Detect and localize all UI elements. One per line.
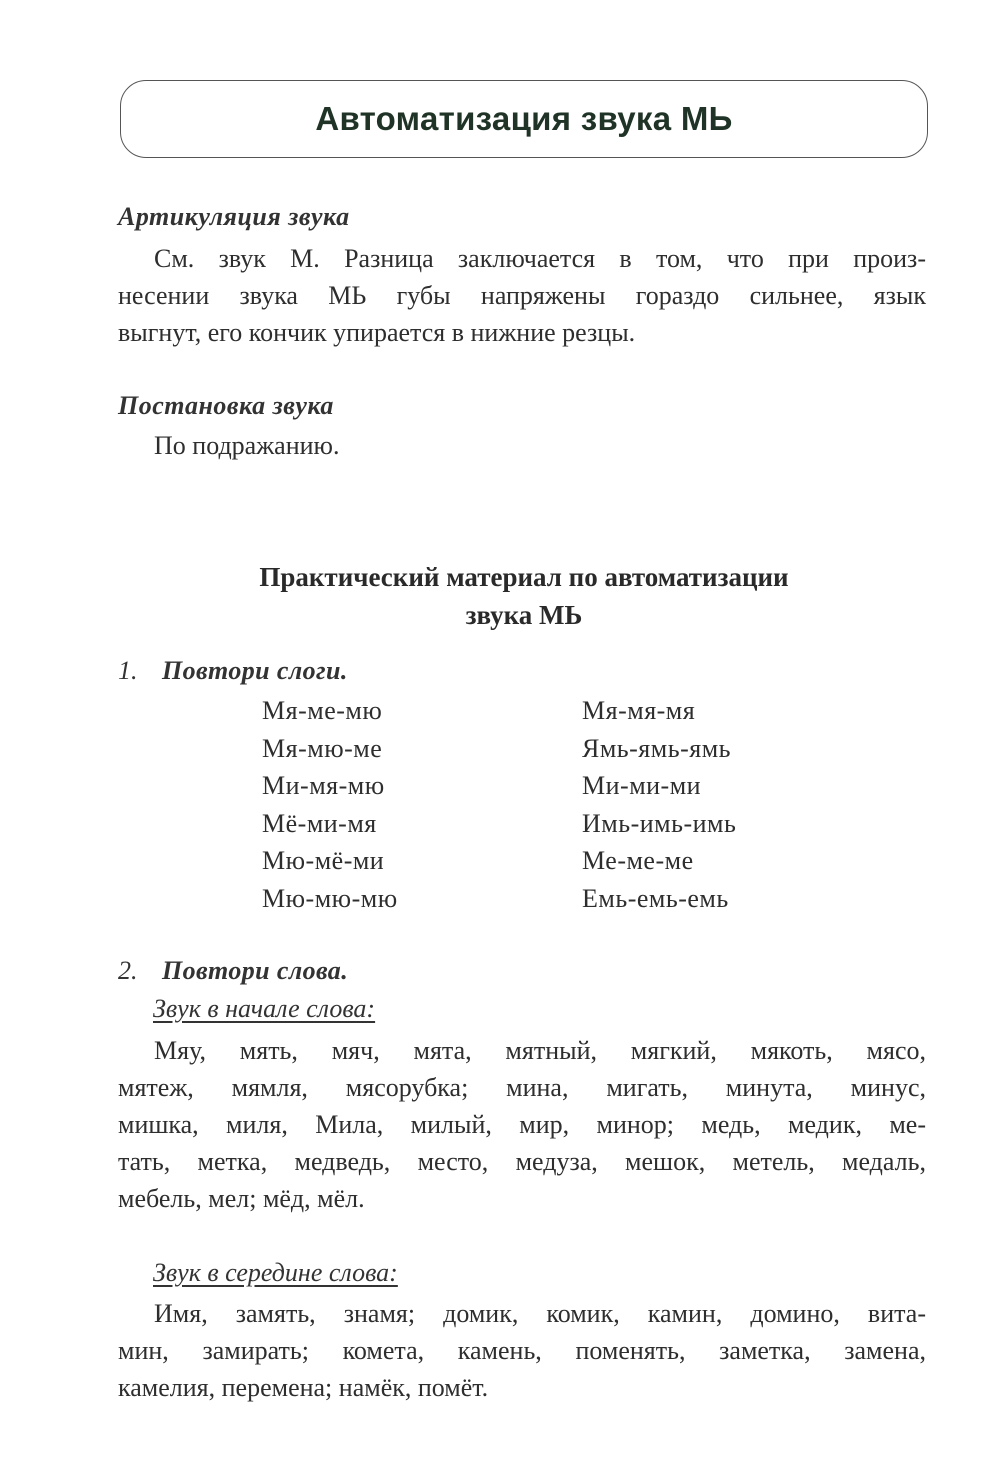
word-line: мебель, мел; мёд, мёл. — [118, 1184, 365, 1213]
word-line: Имя, замять, знамя; домик, комик, камин, домино, вита- — [154, 1299, 926, 1328]
articulation-paragraph — [118, 240, 926, 351]
syllable-item: Мя-мя-мя — [582, 696, 696, 725]
syllables-column-2 — [582, 692, 736, 918]
exercise2-heading — [118, 956, 348, 986]
word-line: Мяу, мять, мяч, мята, мятный, мягкий, мякоть, мясо, — [154, 1036, 926, 1065]
word-middle-subheading: Звук в середине слова: — [153, 1258, 398, 1287]
word-line: камелия, перемена; намёк, помёт. — [118, 1373, 489, 1402]
word-line: мятеж, мямля, мясорубка; мина, мигать, минута, минус, — [118, 1073, 926, 1102]
articulation-heading: Артикуляция звука — [118, 202, 350, 231]
practice-title-line: звука МЬ — [465, 600, 583, 630]
word-middle-paragraph — [118, 1295, 926, 1406]
syllables-column-1 — [262, 692, 398, 918]
syllable-item: Имь-имь-имь — [582, 808, 737, 838]
word-line: мин, замирать; комета, камень, поменять, заметка, замена, — [118, 1336, 926, 1365]
syllable-item: Емь-емь-емь — [582, 883, 729, 913]
syllable-item: Ми-ми-ми — [582, 771, 702, 801]
title-box — [120, 80, 928, 158]
articulation-line: несении звука МЬ губы напряжены гораздо сильнее, язык — [118, 281, 926, 310]
exercise1-label: Повтори слоги. — [162, 656, 348, 685]
word-start-paragraph — [118, 1032, 926, 1217]
syllable-item: Ми-мя-мю — [262, 771, 385, 801]
word-line: мишка, миля, Мила, милый, мир, минор; медь, медик, ме- — [118, 1110, 926, 1139]
practice-title — [120, 558, 928, 634]
placement-heading: Постановка звука — [118, 391, 334, 420]
syllable-item: Ме-ме-ме — [582, 846, 694, 876]
articulation-line: См. звук М. Разница заключается в том, что при произ- — [154, 244, 926, 273]
word-start-subheading: Звук в начале слова: — [153, 994, 376, 1023]
practice-title-line: Практический материал по автоматизации — [259, 562, 789, 592]
syllable-item: Мё-ми-мя — [262, 808, 377, 838]
syllable-item: Ямь-ямь-ямь — [582, 733, 732, 763]
syllable-item: Мя-ме-мю — [262, 696, 383, 725]
page-title: Автоматизация звука МЬ — [315, 100, 733, 137]
exercise1-heading — [118, 656, 348, 686]
exercise2-label: Повтори слова. — [162, 956, 349, 985]
syllable-item: Мю-мю-мю — [262, 883, 398, 913]
placement-text: По подражанию. — [154, 431, 340, 460]
word-line: тать, метка, медведь, место, медуза, мешок, метель, медаль, — [118, 1147, 926, 1176]
exercise2-number: 2. — [118, 956, 138, 985]
syllable-item: Мя-мю-ме — [262, 733, 383, 763]
syllable-item: Мю-мё-ми — [262, 846, 385, 876]
articulation-line: выгнут, его кончик упирается в нижние резцы. — [118, 318, 636, 347]
exercise1-number: 1. — [118, 656, 138, 685]
